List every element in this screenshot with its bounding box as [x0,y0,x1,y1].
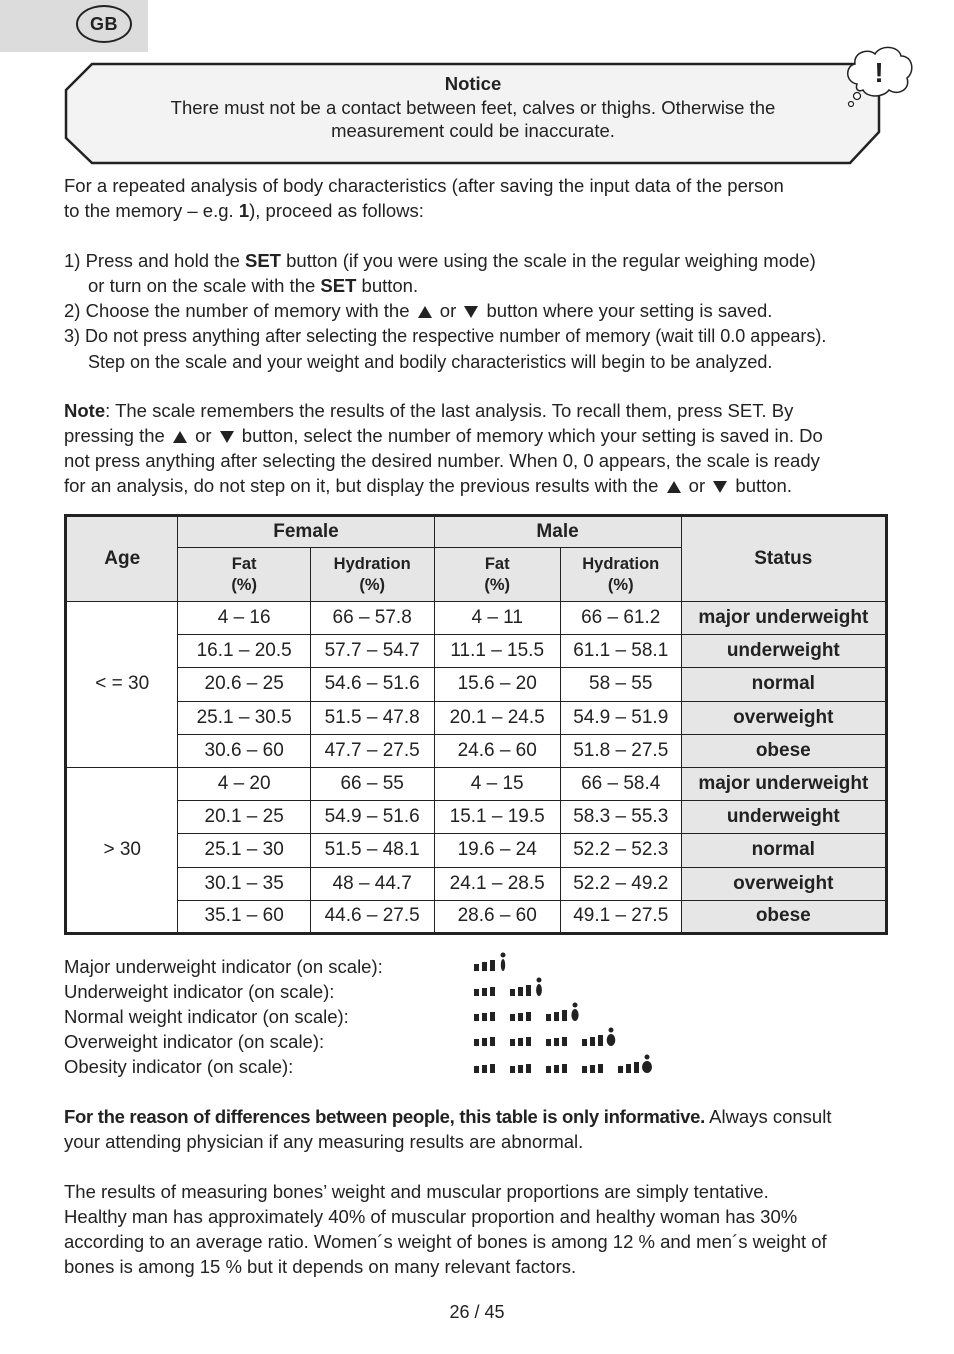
table-row [66,602,887,635]
status-cell: obese [681,900,886,933]
step-2-or: or [434,300,462,321]
page-number: 26 / 45 [449,1302,505,1322]
note-line-1: : The scale remembers the results of the last analysis. To recall them, press SET. By [105,400,794,421]
female-fat-cell: 30.1 – 35 [178,867,310,900]
male-hydration-cell: 52.2 – 49.2 [560,867,681,900]
step-3-text-line-2: Step on the scale and your weight and bodily characteristics will begin to be analyzed. [88,352,773,372]
female-fat-cell: 25.1 – 30.5 [178,701,310,734]
header-female-fat [178,548,310,602]
header-fat-label: Fat [231,554,257,573]
table-row [66,767,887,800]
up-arrow-icon [173,431,187,443]
step-1-text-cont: button (if you were using the scale in the regular weighing mode) [280,250,816,271]
female-hydration-cell: 51.5 – 47.8 [310,701,434,734]
header-female: Female [178,516,434,548]
notice-line-1: There must not be a contact between feet, calves or thighs. Otherwise the [170,96,776,118]
step-1-text: 1) Press and hold the [64,250,245,271]
notice-title: Notice [444,73,502,94]
header-hydration-label: Hydration [582,554,660,573]
bubble-mark: ! [874,57,884,88]
indicator-label: Underweight indicator (on scale): [64,981,335,1002]
status-cell: major underweight [681,602,886,635]
indicator-label: Normal weight indicator (on scale): [64,1006,349,1027]
note-line-2: pressing the [64,425,170,446]
male-fat-cell: 19.6 – 24 [434,834,560,867]
male-hydration-cell: 52.2 – 52.3 [560,834,681,867]
language-code: GB [90,13,118,34]
status-cell: obese [681,734,886,767]
note-label: Note [64,400,106,421]
male-fat-cell: 4 – 15 [434,767,560,800]
female-fat-cell: 20.6 – 25 [178,668,310,701]
female-hydration-cell: 66 – 57.8 [310,602,434,635]
indicator-label: Major underweight indicator (on scale): [64,956,383,977]
female-fat-cell: 20.1 – 25 [178,801,310,834]
header-hydration-label: Hydration [333,554,411,573]
note-or: or [683,475,711,496]
status-cell: major underweight [681,767,886,800]
table-row [66,701,887,734]
note-line-3: not press anything after selecting the desired number. When 0, 0 appears, the scale is ready [64,450,820,471]
male-fat-cell: 15.6 – 20 [434,668,560,701]
body-composition-table [64,514,888,935]
disclaimer-line-2: your attending physician if any measuring results are abnormal. [64,1131,584,1152]
table-row [66,834,887,867]
status-cell: overweight [681,701,886,734]
step-1-text-end: button. [356,275,419,296]
male-fat-cell: 24.1 – 28.5 [434,867,560,900]
note-line-4: for an analysis, do not step on it, but display the previous results with the [64,475,664,496]
header-male: Male [434,516,681,548]
male-hydration-cell: 66 – 58.4 [560,767,681,800]
table-row [66,900,887,933]
bones-line-1: The results of measuring bones’ weight and muscular proportions are simply tentative. [64,1181,769,1202]
header-status: Status [681,516,886,602]
note-line-2-end: button, select the number of memory which your setting is saved in. Do [236,425,823,446]
table-row [66,668,887,701]
step-2-text-end: button where your setting is saved. [481,300,773,321]
female-hydration-cell: 48 – 44.7 [310,867,434,900]
male-fat-cell: 24.6 – 60 [434,734,560,767]
table-row [66,801,887,834]
indicator-level-5-icon [472,1053,656,1082]
bones-line-2: Healthy man has approximately 40% of muscular proportion and healthy woman has 30% [64,1206,798,1227]
status-cell: normal [681,834,886,867]
up-arrow-icon [667,481,681,493]
disclaimer-bold: For the reason of differences between people, this table is only informative. [64,1106,705,1127]
female-hydration-cell: 57.7 – 54.7 [310,635,434,668]
disclaimer-paragraph [64,1104,831,1154]
female-fat-cell: 30.6 – 60 [178,734,310,767]
male-hydration-cell: 51.8 – 27.5 [560,734,681,767]
indicator-label: Obesity indicator (on scale): [64,1056,294,1077]
female-fat-cell: 4 – 16 [178,602,310,635]
female-hydration-cell: 51.5 – 48.1 [310,834,434,867]
exclamation-bubble-icon [843,44,917,115]
header-unit: (%) [484,575,511,594]
female-fat-cell: 35.1 – 60 [178,900,310,933]
header-unit: (%) [607,575,634,594]
step-2-text: 2) Choose the number of memory with the [64,300,415,321]
female-fat-cell: 4 – 20 [178,767,310,800]
female-fat-cell: 16.1 – 20.5 [178,635,310,668]
bones-paragraph [64,1179,827,1279]
male-fat-cell: 15.1 – 19.5 [434,801,560,834]
header-unit: (%) [359,575,385,594]
bones-line-4: bones is among 15 % but it depends on many relevant factors. [64,1256,577,1277]
intro-memory-number: 1 [238,200,250,221]
table-row [66,734,887,767]
intro-paragraph [64,173,784,223]
table-row [66,635,887,668]
intro-line-2-text: to the memory – e.g. [64,200,239,221]
header-fat-label: Fat [484,554,510,573]
indicator-label: Overweight indicator (on scale): [64,1031,325,1052]
down-arrow-icon [220,431,234,443]
status-cell: underweight [681,801,886,834]
intro-line-2-end: ), proceed as follows: [249,200,424,221]
header-unit: (%) [231,575,257,594]
header-male-fat [434,548,560,602]
note-or: or [189,425,217,446]
step-1-text-line-2: or turn on the scale with the [88,275,321,296]
status-cell: underweight [681,635,886,668]
male-hydration-cell: 49.1 – 27.5 [560,900,681,933]
table-body [66,602,887,934]
male-fat-cell: 4 – 11 [434,602,560,635]
down-arrow-icon [713,481,727,493]
header-age: Age [66,516,178,602]
steps-list [64,248,826,375]
female-hydration-cell: 54.6 – 51.6 [310,668,434,701]
note-line-4-end: button. [730,475,792,496]
female-fat-cell: 25.1 – 30 [178,834,310,867]
male-hydration-cell: 54.9 – 51.9 [560,701,681,734]
step-3-text: 3) Do not press anything after selecting the respective number of memory (wait till 0.0 appears). [64,326,827,346]
female-hydration-cell: 66 – 55 [310,767,434,800]
age-group-cell: > 30 [66,767,178,933]
male-fat-cell: 11.1 – 15.5 [434,635,560,668]
set-button-label-2: SET [320,275,357,296]
down-arrow-icon [464,306,478,318]
female-hydration-cell: 47.7 – 27.5 [310,734,434,767]
header-female-hydration [310,548,434,602]
male-hydration-cell: 58.3 – 55.3 [560,801,681,834]
set-button-label: SET [245,250,281,271]
age-group-cell: < = 30 [66,602,178,768]
disclaimer-rest: Always consult [705,1106,832,1127]
up-arrow-icon [418,306,432,318]
notice-box [64,62,882,166]
language-tab [0,0,148,52]
indicator-level-4-icon [472,1026,620,1055]
male-hydration-cell: 66 – 61.2 [560,602,681,635]
female-hydration-cell: 54.9 – 51.6 [310,801,434,834]
male-hydration-cell: 58 – 55 [560,668,681,701]
language-badge [76,5,132,43]
male-fat-cell: 28.6 – 60 [434,900,560,933]
table-row [66,867,887,900]
note-paragraph [64,398,823,498]
intro-line-1: For a repeated analysis of body characteristics (after saving the input data of the person [64,175,784,196]
male-hydration-cell: 61.1 – 58.1 [560,635,681,668]
male-fat-cell: 20.1 – 24.5 [434,701,560,734]
notice-line-2: measurement could be inaccurate. [331,120,615,141]
bones-line-3: according to an average ratio. Women´s weight of bones is among 12 % and men´s weight of [64,1231,827,1252]
status-cell: normal [681,668,886,701]
status-cell: overweight [681,867,886,900]
female-hydration-cell: 44.6 – 27.5 [310,900,434,933]
header-male-hydration [560,548,681,602]
